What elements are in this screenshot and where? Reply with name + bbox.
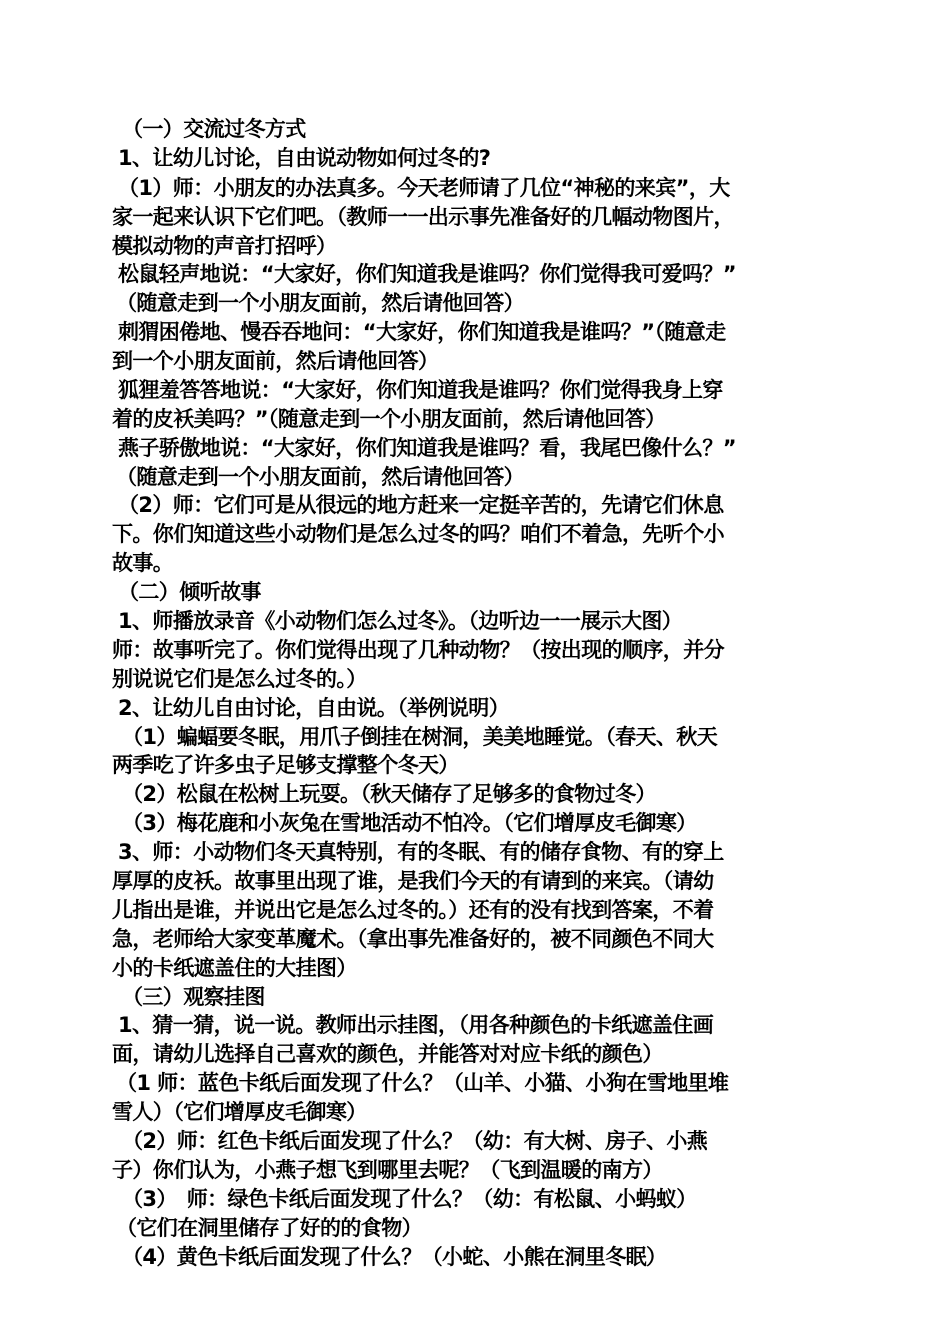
text-line: （1 师：蓝色卡纸后面发现了什么？（山羊、小猫、小狗在雪地里堆	[116, 1071, 729, 1095]
text-line: 2、让幼儿自由讨论，自由说。（举例说明）	[118, 696, 510, 720]
text-line: 面，请幼儿选择自己喜欢的颜色，并能答对对应卡纸的颜色）	[112, 1042, 663, 1066]
section-heading-2: （二）倾听故事	[118, 580, 261, 604]
text-line: （随意走到一个小朋友面前，然后请他回答）	[116, 465, 524, 489]
text-line: 燕子骄傲地说：“大家好，你们知道我是谁吗？看，我尾巴像什么？”	[118, 436, 737, 460]
text-line: 家一起来认识下它们吧。（教师一一出示事先准备好的几幅动物图片，	[112, 205, 734, 229]
text-line: 雪人）（它们增厚皮毛御寒）	[112, 1100, 367, 1124]
text-line: 儿指出是谁，并说出它是怎么过冬的。）还有的没有找到答案，不着	[112, 898, 714, 922]
text-line: （4）黄色卡纸后面发现了什么？（小蛇、小熊在洞里冬眠）	[122, 1245, 667, 1269]
text-line: 到一个小朋友面前，然后请他回答）	[112, 349, 439, 373]
section-heading-1: （一）交流过冬方式	[122, 117, 306, 141]
text-line: 1、师播放录音《小动物们怎么过冬》。（边听边一一展示大图）	[118, 609, 683, 633]
text-line: 急，老师给大家变革魔术。（拿出事先准备好的，被不同颜色不同大	[112, 927, 714, 951]
text-line: （1）蝙蝠要冬眠，用爪子倒挂在树洞，美美地睡觉。（春天、秋天	[122, 725, 718, 749]
text-line: 别说说它们是怎么过冬的。）	[112, 667, 367, 691]
text-line: 1、让幼儿讨论，自由说动物如何过冬的?	[118, 146, 491, 170]
text-line: 故事。	[112, 551, 174, 575]
text-line: 两季吃了许多虫子足够支撑整个冬天）	[112, 753, 459, 777]
text-line: 师：故事听完了。你们觉得出现了几种动物？（按出现的顺序，并分	[112, 638, 724, 662]
text-line: （2）松鼠在松树上玩耍。（秋天储存了足够多的食物过冬）	[122, 782, 656, 806]
text-line: 模拟动物的声音打招呼）	[112, 234, 337, 258]
text-line: （3） 师：绿色卡纸后面发现了什么？（幼：有松鼠、小蚂蚁）	[122, 1187, 697, 1211]
text-line: （2）师：它们可是从很远的地方赶来一定挺辛苦的，先请它们休息	[118, 493, 724, 517]
text-line: 下。你们知道这些小动物们是怎么过冬的吗？咱们不着急，先听个小	[112, 522, 724, 546]
text-line: （2）师：红色卡纸后面发现了什么？（幼：有大树、房子、小燕	[122, 1129, 708, 1153]
text-line: 3、师：小动物们冬天真特别，有的冬眠、有的储存食物、有的穿上	[118, 840, 724, 864]
section-heading-3: （三）观察挂图	[122, 985, 265, 1009]
text-line: 狐狸羞答答地说：“大家好，你们知道我是谁吗？你们觉得我身上穿	[118, 378, 723, 402]
text-line: 着的皮袄美吗？”（随意走到一个小朋友面前，然后请他回答）	[112, 407, 666, 431]
text-line: （3）梅花鹿和小灰兔在雪地活动不怕冷。（它们增厚皮毛御寒）	[122, 811, 697, 835]
text-line: 1、猜一猜，说一说。教师出示挂图，（用各种颜色的卡纸遮盖住画	[118, 1013, 714, 1037]
text-line: 松鼠轻声地说：“大家好，你们知道我是谁吗？你们觉得我可爱吗？”	[118, 262, 737, 286]
text-line: （随意走到一个小朋友面前，然后请他回答）	[116, 291, 524, 315]
text-line: 子）你们认为，小燕子想飞到哪里去呢？（飞到温暖的南方）	[112, 1158, 663, 1182]
text-line: 厚厚的皮袄。故事里出现了谁，是我们今天的有请到的来宾。（请幼	[112, 869, 714, 893]
text-line: （它们在洞里储存了好的的食物）	[116, 1216, 422, 1240]
text-line: 刺猬困倦地、慢吞吞地问：“大家好，你们知道我是谁吗？”（随意走	[118, 320, 726, 344]
text-line: 小的卡纸遮盖住的大挂图）	[112, 956, 357, 980]
text-line: （1）师：小朋友的办法真多。今天老师请了几位“神秘的来宾”，大	[118, 176, 730, 200]
